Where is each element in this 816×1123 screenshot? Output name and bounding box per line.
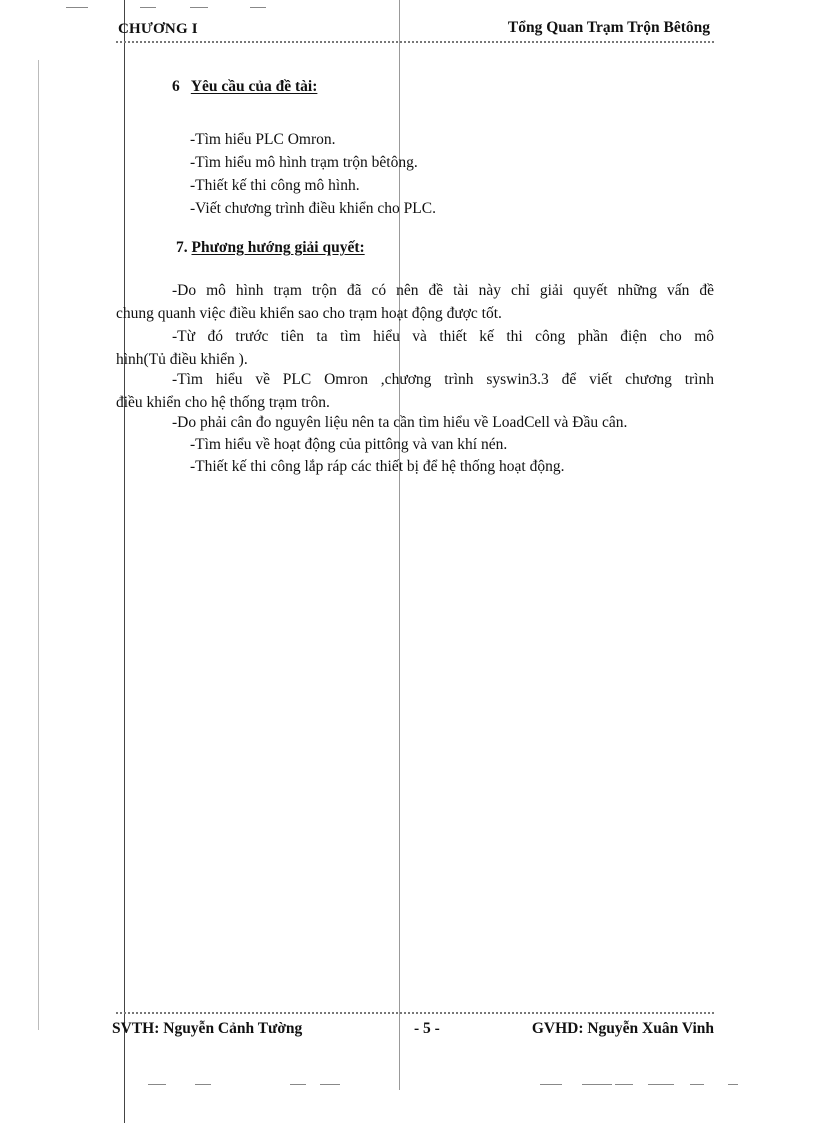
requirements-list xyxy=(190,128,436,220)
scan-dash xyxy=(648,1084,674,1085)
footer-advisor: GVHD: Nguyễn Xuân Vinh xyxy=(531,1020,714,1037)
section-7-heading xyxy=(176,239,365,257)
section-number: 7. xyxy=(176,239,188,256)
list-item: -Tìm hiểu mô hình trạm trộn bêtông. xyxy=(190,154,418,171)
scan-dash xyxy=(195,1084,211,1085)
chapter-label: CHƯƠNG I xyxy=(118,21,198,37)
paragraph xyxy=(116,279,714,325)
scan-dash xyxy=(66,7,88,8)
scan-dash xyxy=(320,1084,340,1085)
paragraph xyxy=(116,368,714,414)
scan-dash xyxy=(190,7,208,8)
scan-dash xyxy=(582,1084,612,1085)
paragraph-line: hình(Tủ điều khiển ). xyxy=(116,351,248,368)
footer-rule xyxy=(116,1012,714,1014)
paragraph-line: -Do mô hình trạm trộn đã có nên đề tài này chỉ giải quyết những vấn đề xyxy=(172,282,714,299)
scan-dash xyxy=(540,1084,562,1085)
section-number: 6 xyxy=(172,78,180,95)
paragraph xyxy=(116,325,714,371)
paragraph-line: -Tìm hiểu về hoạt động của pittông và van khí nén. xyxy=(190,436,508,453)
header-rule xyxy=(116,41,714,43)
list-item: -Thiết kế thi công mô hình. xyxy=(190,177,360,194)
list-item: -Viết chương trình điều khiển cho PLC. xyxy=(190,200,436,217)
section-6-heading xyxy=(172,78,317,96)
paragraph-line: chung quanh việc điều khiển sao cho trạm hoạt động được tốt. xyxy=(116,305,502,322)
scan-dash xyxy=(728,1084,738,1085)
scan-dash xyxy=(148,1084,166,1085)
scan-dash xyxy=(690,1084,704,1085)
paragraph-line: -Tìm hiểu về PLC Omron ,chương trình syswin3.3 để viết chương trình xyxy=(172,371,714,388)
section-title: Phương hướng giải quyết: xyxy=(191,239,365,256)
scan-dash xyxy=(290,1084,306,1085)
paragraph-line: -Do phải cân đo nguyên liệu nên ta cần tìm hiểu về LoadCell và Đầu cân. xyxy=(172,414,628,431)
section-title: Yêu cầu của đề tài: xyxy=(190,78,318,95)
footer-page-number: - 5 - xyxy=(414,1020,440,1037)
scan-dash xyxy=(140,7,156,8)
paragraph-line: -Thiết kế thi công lắp ráp các thiết bị để hệ thống hoạt động. xyxy=(190,458,565,475)
footer-student: SVTH: Nguyễn Cảnh Tường xyxy=(112,1020,303,1037)
scan-margin-line xyxy=(124,0,125,1123)
scan-edge-line xyxy=(38,60,39,1030)
scan-dash xyxy=(615,1084,633,1085)
paragraph-line: -Từ đó trước tiên ta tìm hiểu và thiết kế thi công phần điện cho mô xyxy=(172,328,714,345)
page-header-title: Tổng Quan Trạm Trộn Bêtông xyxy=(507,19,710,36)
paragraph-line: điều khiển cho hệ thống trạm trôn. xyxy=(116,394,330,411)
scan-dash xyxy=(250,7,266,8)
list-item: -Tìm hiểu PLC Omron. xyxy=(190,131,336,148)
